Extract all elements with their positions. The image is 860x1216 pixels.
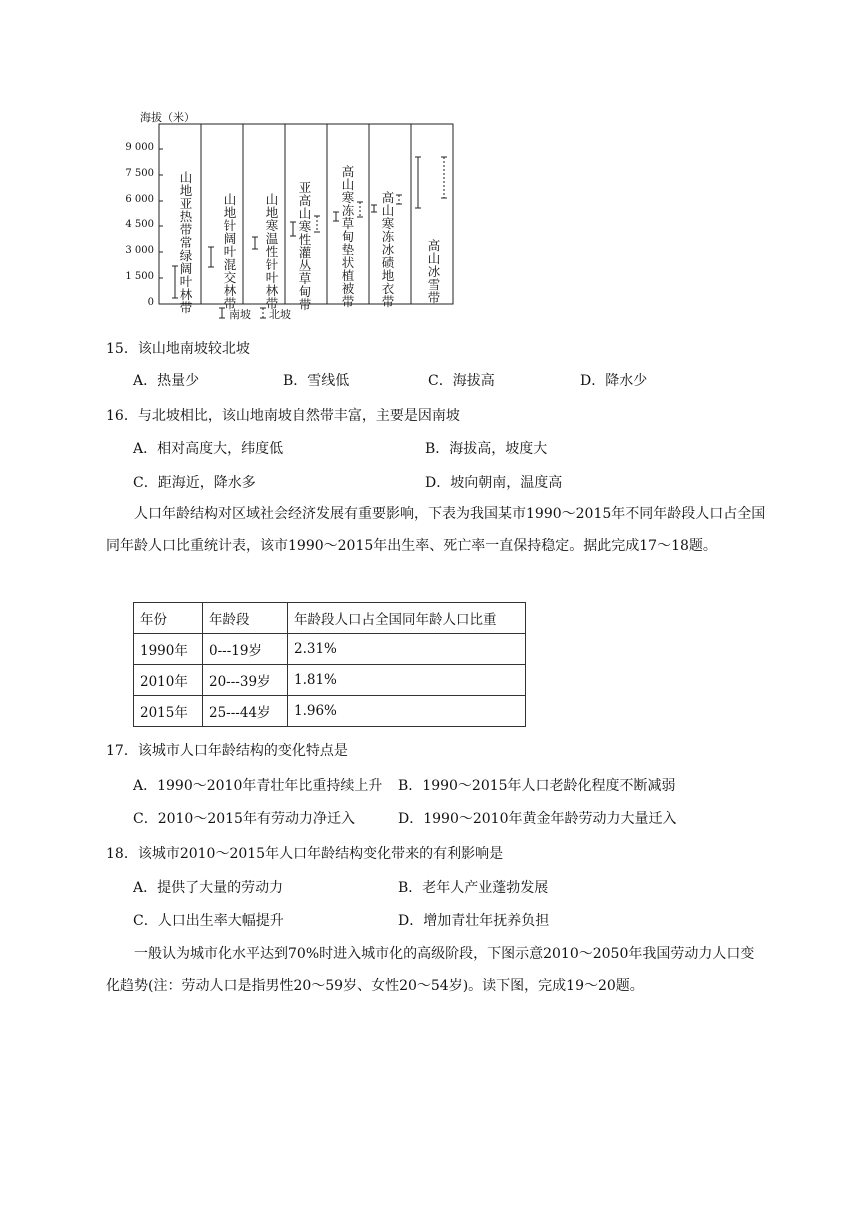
zone-label-5: 高山寒冻草甸垫状植被带 xyxy=(340,165,355,308)
intro-17-18 xyxy=(106,498,766,562)
question-16-stem: 16．与北坡相比，该山地南坡自然带丰富，主要是因南坡 xyxy=(106,408,460,424)
question-18-stem: 18．该城市2010～2015年人口年龄结构变化带来的有利影响是 xyxy=(106,846,504,862)
q17-option-b: B．1990～2015年人口老龄化程度不断减弱 xyxy=(398,778,676,794)
legend-north: 北坡 xyxy=(269,308,291,321)
y-tick-7500: 7 500 xyxy=(125,168,154,179)
table-header-age: 年龄段 xyxy=(203,603,288,634)
q15-option-d: D．降水少 xyxy=(580,373,648,389)
zone-label-7: 高山冰雪带 xyxy=(426,239,441,304)
zone-label-1: 山地亚热带常绿阔叶林带 xyxy=(178,171,193,314)
intro-19-20 xyxy=(106,938,766,1002)
q18-option-b: B．老年人产业蓬勃发展 xyxy=(398,880,549,896)
q18-option-a: A．提供了大量的劳动力 xyxy=(133,880,284,896)
q16-option-d: D．坡向朝南，温度高 xyxy=(425,475,563,491)
intro-19-20-text: 一般认为城市化水平达到70%时进入城市化的高级阶段，下图示意2010～2050年我国劳动力人口变化趋势(注：劳动人口是指男性20～59岁、女性20～54岁)。读下图，完成19～20题。 xyxy=(106,946,755,994)
table-cell: 2010年 xyxy=(134,665,203,696)
table-header-row xyxy=(134,603,526,634)
table-cell: 1.81% xyxy=(288,665,526,696)
zone-label-6: 高山寒冻冰碛地衣带 xyxy=(380,191,395,308)
table-cell: 2015年 xyxy=(134,696,203,727)
table-cell: 0---19岁 xyxy=(203,634,288,665)
table-header-share: 年龄段人口占全国同年龄人口比重 xyxy=(288,603,526,634)
population-table xyxy=(133,602,526,727)
question-17-stem: 17．该城市人口年龄结构的变化特点是 xyxy=(106,743,348,759)
table-row xyxy=(134,696,526,727)
zone-label-3: 山地寒温性针叶林带 xyxy=(264,193,279,310)
zone-label-2: 山地针阔叶混交林带 xyxy=(222,193,237,310)
table-cell: 25---44岁 xyxy=(203,696,288,727)
y-tick-6000: 6 000 xyxy=(125,194,154,205)
y-tick-4500: 4 500 xyxy=(125,219,154,230)
table-header-year: 年份 xyxy=(134,603,203,634)
q15-option-c: C．海拔高 xyxy=(428,373,495,389)
y-tick-0: 0 xyxy=(147,297,154,308)
q15-option-b: B．雪线低 xyxy=(283,373,350,389)
y-tick-3000: 3 000 xyxy=(125,245,154,256)
q18-option-d: D．增加青壮年抚养负担 xyxy=(398,913,550,929)
q18-option-c: C．人口出生率大幅提升 xyxy=(133,913,284,929)
y-tick-9000: 9 000 xyxy=(125,142,154,153)
intro-17-18-text: 人口年龄结构对区域社会经济发展有重要影响，下表为我国某市1990～2015年不同年龄段人口占全国同年龄人口比重统计表，该市1990～2015年出生率、死亡率一直保持稳定。据此完成17～18题。 xyxy=(106,506,766,554)
altitude-zone-diagram xyxy=(125,104,463,324)
table-cell: 2.31% xyxy=(288,634,526,665)
q16-option-b: B．海拔高，坡度大 xyxy=(425,441,548,457)
y-axis-label: 海拔（米） xyxy=(140,111,195,124)
q17-option-c: C．2010～2015年有劳动力净迁入 xyxy=(133,811,355,827)
q16-option-a: A．相对高度大，纬度低 xyxy=(133,441,284,457)
question-15-stem: 15．该山地南坡较北坡 xyxy=(106,341,250,357)
q17-option-a: A．1990～2010年青壮年比重持续上升 xyxy=(133,778,383,794)
table-row xyxy=(134,634,526,665)
table-cell: 1.96% xyxy=(288,696,526,727)
table-cell: 1990年 xyxy=(134,634,203,665)
table-row xyxy=(134,665,526,696)
y-tick-1500: 1 500 xyxy=(125,271,154,282)
zone-label-4: 亚高山寒性灌丛草甸带 xyxy=(297,181,312,311)
q15-option-a: A．热量少 xyxy=(133,373,200,389)
q17-option-d: D．1990～2010年黄金年龄劳动力大量迁入 xyxy=(398,811,677,827)
table-cell: 20---39岁 xyxy=(203,665,288,696)
q16-option-c: C．距海近，降水多 xyxy=(133,475,256,491)
legend-south: 南坡 xyxy=(229,308,251,321)
